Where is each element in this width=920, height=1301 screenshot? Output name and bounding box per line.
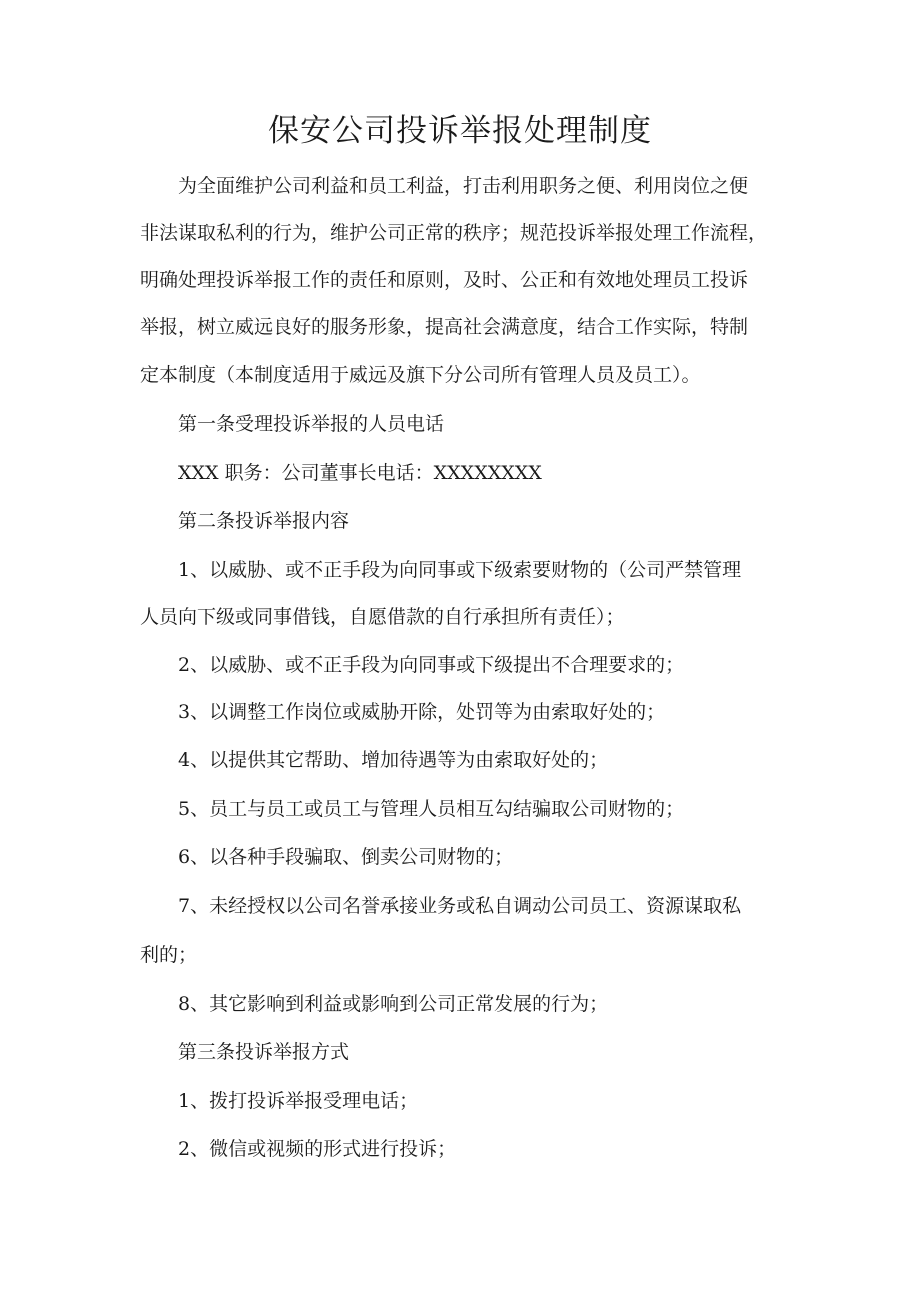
article2-item8: 8、其它影响到利益或影响到公司正常发展的行为； [178,993,609,1015]
article2-item7-line1: 7、未经授权以公司名誉承接业务或私自调动公司员工、资源谋取私 [178,895,742,917]
article2-item5: 5、员工与员工或员工与管理人员相互勾结骗取公司财物的； [178,798,685,820]
article2-item2: 2、以威胁、或不正手段为向同事或下级提出不合理要求的； [178,654,685,676]
article2-item7-line2: 利的； [140,944,198,966]
article2-item3: 3、以调整工作岗位或威胁开除，处罚等为由索取好处的； [178,701,666,723]
article1-contact: XXX 职务：公司董事长电话：XXXXXXXX [178,462,542,484]
article3-item2: 2、微信或视频的形式进行投诉； [178,1138,457,1160]
document-title: 保安公司投诉举报处理制度 [268,113,652,149]
intro-line-3: 明确处理投诉举报工作的责任和原则，及时、公正和有效地处理员工投诉 [140,269,749,291]
article3-item1: 1、拨打投诉举报受理电话； [178,1090,419,1112]
intro-line-4: 举报，树立威远良好的服务形象，提高社会满意度，结合工作实际，特制 [140,316,749,338]
intro-line-5: 定本制度（本制度适用于威远及旗下分公司所有管理人员及员工）。 [140,364,701,386]
intro-line-2: 非法谋取私利的行为，维护公司正常的秩序；规范投诉举报处理工作流程， [140,222,768,244]
article2-heading: 第二条投诉举报内容 [178,510,350,532]
article1-heading: 第一条受理投诉举报的人员电话 [178,413,445,435]
article2-item1-line1: 1、以威胁、或不正手段为向同事或下级索要财物的（公司严禁管理 [178,559,742,581]
intro-line-1: 为全面维护公司利益和员工利益，打击利用职务之便、利用岗位之便 [178,175,749,197]
article2-item1-line2: 人员向下级或同事借钱，自愿借款的自行承担所有责任）； [140,606,625,628]
article2-item4: 4、以提供其它帮助、增加待遇等为由索取好处的； [178,749,609,771]
article3-heading: 第三条投诉举报方式 [178,1041,350,1063]
article2-item6: 6、以各种手段骗取、倒卖公司财物的； [178,846,514,868]
